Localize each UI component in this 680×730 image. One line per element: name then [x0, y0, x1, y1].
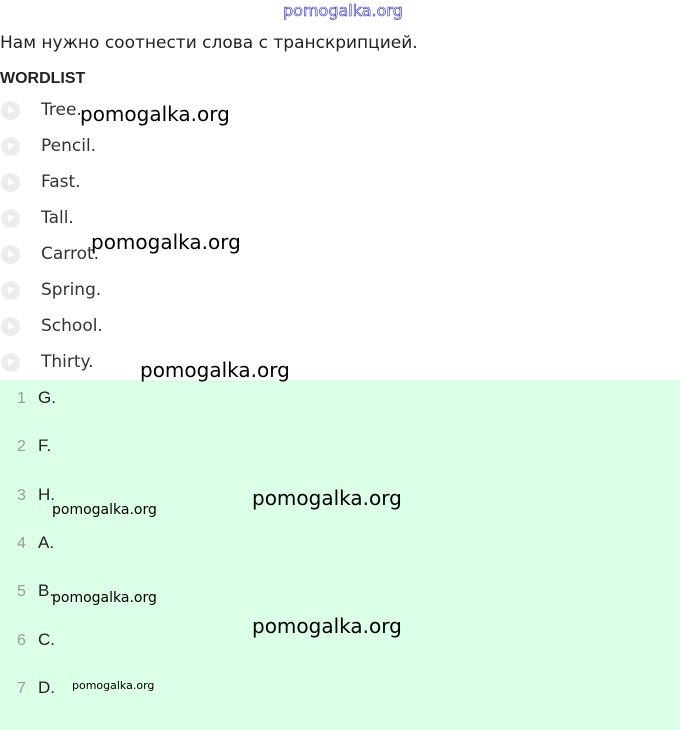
watermark: pomogalka.org	[52, 590, 157, 606]
answer-number: 3	[17, 487, 26, 504]
watermark: pomogalka.org	[140, 358, 290, 382]
answer-list	[0, 380, 680, 730]
watermark: pomogalka.org	[252, 486, 402, 510]
answer-number: 5	[17, 583, 26, 600]
play-icon[interactable]	[1, 137, 20, 156]
play-icon[interactable]	[1, 317, 20, 336]
watermark: pomogalka.org	[52, 502, 157, 518]
play-icon[interactable]	[1, 281, 20, 300]
answer-row	[0, 525, 680, 573]
word-label: Tall.	[41, 208, 74, 228]
play-icon[interactable]	[1, 101, 20, 120]
word-item	[0, 133, 680, 169]
wordlist-heading: WORDLIST	[0, 70, 86, 87]
answer-row	[0, 428, 680, 476]
answer-number: 4	[17, 535, 26, 552]
answer-number: 2	[17, 438, 26, 455]
word-label: Fast.	[41, 172, 81, 192]
answer-letter: B.	[38, 581, 55, 600]
task-description: Нам нужно соотнести слова с транскрипцией.	[0, 33, 418, 53]
watermark: pomogalka.org	[72, 679, 155, 692]
word-label: Spring.	[41, 280, 102, 300]
watermark-top: pomogalka.org	[283, 1, 403, 20]
answer-number: 7	[17, 680, 26, 697]
answer-row	[0, 670, 680, 718]
watermark: pomogalka.org	[91, 230, 241, 254]
word-item	[0, 313, 680, 349]
play-icon[interactable]	[1, 353, 20, 372]
answer-number: 6	[17, 632, 26, 649]
answer-number: 1	[17, 390, 26, 407]
word-label: School.	[41, 316, 103, 336]
play-icon[interactable]	[1, 245, 20, 264]
watermark: pomogalka.org	[80, 102, 230, 126]
answer-letter: G.	[38, 388, 56, 407]
word-item	[0, 277, 680, 313]
answer-letter: A.	[38, 533, 55, 552]
answer-letter: F.	[38, 436, 52, 455]
answer-letter: D.	[38, 678, 55, 697]
answer-row	[0, 380, 680, 428]
word-label: Carrot.	[41, 244, 100, 264]
word-label: Tree.	[41, 100, 82, 120]
word-item	[0, 169, 680, 205]
play-icon[interactable]	[1, 209, 20, 228]
word-label: Pencil.	[41, 136, 97, 156]
answer-letter: H.	[38, 485, 55, 504]
watermark: pomogalka.org	[252, 614, 402, 638]
answer-letter: C.	[38, 630, 55, 649]
word-label: Thirty.	[41, 352, 94, 372]
play-icon[interactable]	[1, 173, 20, 192]
